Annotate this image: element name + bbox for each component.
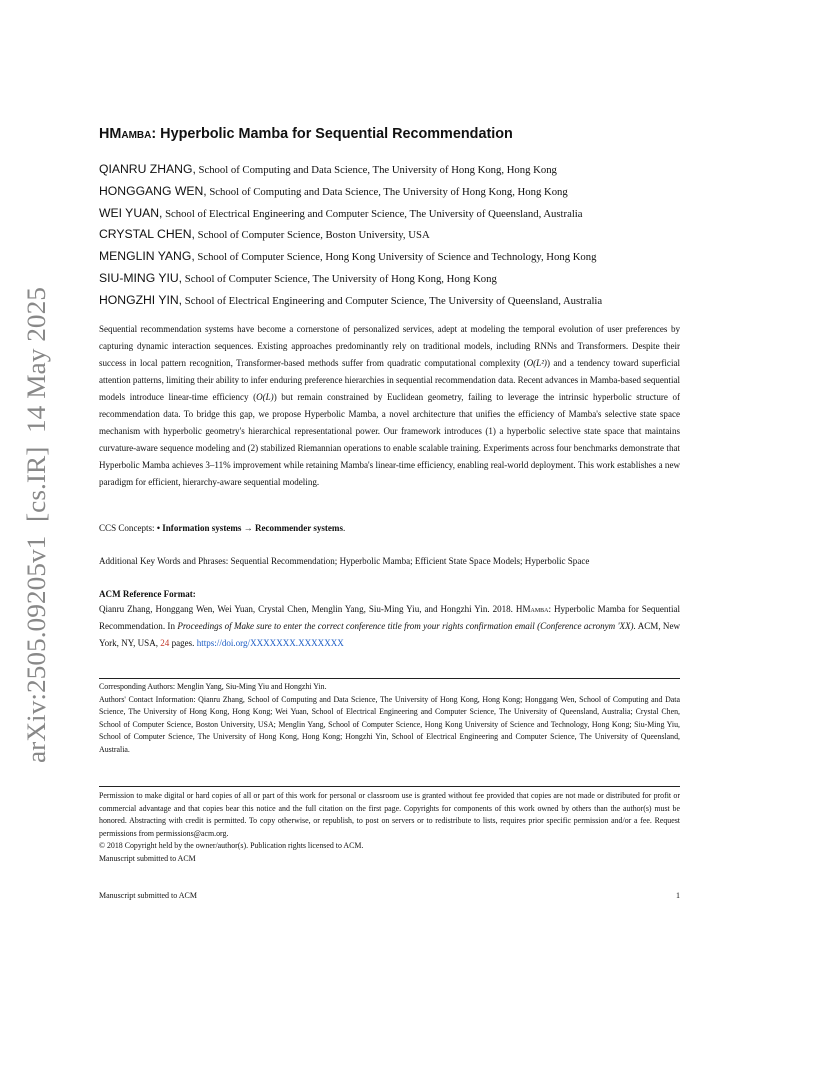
reference-venue: Proceedings of Make sure to enter the correct conference title from your rights confirmation email (Conference acronym 'XX). (177, 621, 636, 632)
complexity-quadratic: O(L²) (526, 358, 547, 369)
ccs-concepts (99, 523, 680, 533)
author-name: HONGGANG WEN, (99, 183, 207, 198)
reference-model-name: HMamba (515, 604, 549, 614)
copyright-line: © 2018 Copyright held by the owner/author(s). Publication rights licensed to ACM. (99, 841, 364, 851)
author-affiliation: School of Computing and Data Science, The University of Hong Kong, Hong Kong (195, 164, 557, 176)
reference-authors: Qianru Zhang, Honggang Wen, Wei Yuan, Crystal Chen, Menglin Yang, Siu-Ming Yiu, and Hongzhi Yin. 2018. (99, 604, 516, 614)
corresponding-authors: Corresponding Authors: Menglin Yang, Siu-Ming Yiu and Hongzhi Yin. (99, 682, 327, 691)
author-line (99, 204, 680, 226)
ccs-label: CCS Concepts: (99, 523, 157, 533)
reference-pages-link[interactable]: 24 (160, 638, 170, 649)
footer-manuscript: Manuscript submitted to ACM (99, 891, 197, 900)
author-line (99, 182, 680, 204)
author-name: SIU-MING YIU, (99, 270, 183, 285)
reference-doi-link[interactable]: https://doi.org/XXXXXXX.XXXXXXX (196, 638, 344, 649)
reference-pages-word: pages. (169, 638, 197, 649)
abstract (99, 321, 680, 491)
paper-title (99, 126, 680, 142)
abstract-text: Sequential recommendation systems have become a cornerstone of personalized services, adept at modeling the temporal evolution of user preferences by capturing dynamic interaction sequences. Existing approaches predominantly rely on traditional models, including RNNs and Transformers. Despite their success in local pattern recognition, Transformer-based methods suffer from quadratic computational complexity ( (99, 324, 680, 369)
author-affiliation: School of Computer Science, Boston University, USA (194, 229, 430, 242)
author-affiliation: School of Computer Science, The University of Hong Kong, Hong Kong (182, 272, 497, 285)
ccs-end: . (343, 523, 346, 533)
title-model-name: HMamba (99, 126, 152, 142)
arxiv-identifier: arXiv:2505.09205v1 [cs.IR] 14 May 2025 (21, 302, 51, 763)
manuscript-note: Manuscript submitted to ACM (99, 853, 196, 863)
author-affiliation: School of Electrical Engineering and Computer Science, The University of Queensland, Australia (182, 294, 603, 307)
author-name: MENGLIN YANG, (99, 249, 195, 264)
author-line (99, 269, 680, 291)
author-line (99, 160, 680, 182)
keywords: Additional Key Words and Phrases: Sequential Recommendation; Hyperbolic Mamba; Efficient State Space Models; Hyperbolic Space (99, 556, 590, 566)
author-name: CRYSTAL CHEN, (99, 227, 195, 242)
permission-divider (99, 786, 680, 787)
author-line (99, 225, 680, 247)
author-affiliation: School of Computing and Data Science, The University of Hong Kong, Hong Kong (206, 185, 568, 198)
permission-notice: Permission to make digital or hard copies of all or part of this work for personal or classroom use is granted without fee provided that copies are not made or distributed for profit or commercial advantage and that copies bear this notice and the full citation on the first page. Copyrights for components of this work owned by others than the author(s) must be honored. Abstracting with credit is permitted. To copy otherwise, or republish, to post on servers or to redistribute to lists, requires prior specific permission and/or a fee. Request permissions from permissions@acm.org. (99, 791, 680, 838)
ccs-concept: Information systems → Recommender systems (162, 523, 343, 533)
complexity-linear: O(L) (256, 392, 274, 403)
author-name: HONGZHI YIN, (99, 292, 183, 307)
ccs-bullet: • (156, 523, 163, 533)
title-text: : Hyperbolic Mamba for Sequential Recommendation (151, 126, 513, 142)
author-name: QIANRU ZHANG, (99, 162, 196, 176)
author-line (99, 291, 680, 313)
footnote-divider (99, 678, 680, 679)
abstract-text: ) but remain constrained by Euclidean geometry, failing to leverage the intrinsic hyperbolic structure of recommendation data. To bridge this gap, we propose Hyperbolic Mamba, a novel architecture that unifies the efficiency of Mamba's selective state space mechanism with hyperbolic geometry's hierarchical representational power. Our framework introduces (1) a hyperbolic selective state space that maintains curvature-aware sequence modeling and (2) stabilized Riemannian operations to enable scalable training. Experiments across four benchmarks demonstrate that Hyperbolic Mamba achieves 3–11% improvement while retaining Mamba's linear-time efficiency, enabling real-world deployment. This work establishes a new paradigm for efficient, hierarchy-aware sequential modeling. (99, 392, 680, 488)
author-line (99, 247, 680, 269)
acm-reference-heading: ACM Reference Format: (99, 589, 196, 599)
arxiv-sidebar-stamp (12, 285, 58, 765)
acm-reference-text (99, 601, 680, 652)
author-affiliation: School of Electrical Engineering and Computer Science, The University of Queensland, Australia (162, 207, 583, 220)
page-number: 1 (676, 891, 680, 900)
author-affiliation: School of Computer Science, Hong Kong University of Science and Technology, Hong Kong (194, 251, 597, 264)
abstract-text: ) and a tendency toward superficial attention patterns, limiting their ability to infer enduring preference hierarchies in sequential recommendation data. Recent advances in Mamba-based sequential models introduce linear-time efficiency ( (99, 358, 680, 403)
contact-information: Authors' Contact Information: Qianru Zhang, School of Computing and Data Science, The University of Hong Kong, Hong Kong; Honggang Wen, School of Computing and Data Science, The University of Hong Kong, Hong Kong; Wei Yuan, School of Electrical Engineering and Computer Science, The University of Queensland, Australia; Crystal Chen, School of Computer Science, Boston University, USA; Menglin Yang, School of Computer Science, Hong Kong University of Science and Technology, Hong Kong; Siu-Ming Yiu, School of Computer Science, The University of Hong Kong, Hong Kong; Hongzhi Yin, School of Electrical Engineering and Computer Science, The University of Queensland, Australia. (99, 694, 680, 754)
reference-title: : Hyperbolic Mamba for Sequential Recommendation. In (99, 604, 680, 632)
author-footnotes (99, 681, 680, 757)
author-name: WEI YUAN, (99, 205, 163, 220)
permission-block (99, 790, 680, 866)
reference-publisher: ACM, New York, NY, USA, (99, 621, 681, 649)
author-list (99, 160, 680, 313)
